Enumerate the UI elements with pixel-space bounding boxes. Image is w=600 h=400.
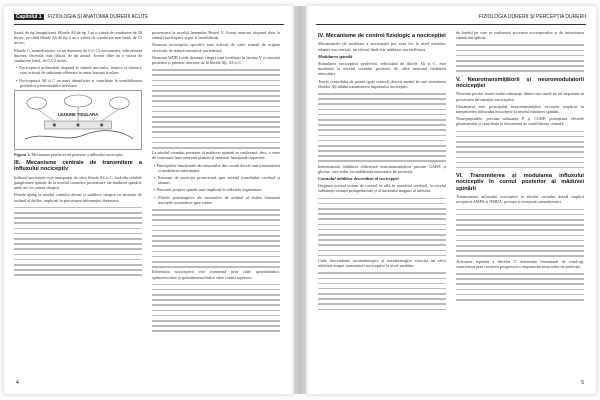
right-column-2 [456, 30, 584, 302]
subsection-heading: Controlul inhibitor descendent al nocicepției [318, 176, 399, 182]
text-lines-filler [456, 42, 584, 73]
page-number-right: 5 [581, 380, 584, 386]
left-column-2 [152, 30, 280, 334]
figure-caption-label: Figura 1. [14, 152, 31, 158]
left-header-title: FIZIOLOGIA ȘI ANATOMIA DURERII ACUTE [47, 14, 149, 20]
paragraph: Glutamatul este principalul neurotransmițător excitator implicat în transmiterea influxului nociceptiv la nivelul măduvei spinării. [456, 103, 584, 114]
paragraph: Fibrele ajung la nivelul cornului dorsal și stabilesc sinapse cu neuronii de ordinul al doilea, implicați în procesarea informației dureroase. [14, 192, 142, 203]
bullet-item: • Fibrele postsinaptice ale neuronilor de ordinul al doilea formează tracturile ascendente spre cortex. [154, 194, 280, 205]
paragraph: Neuropeptidele, precum substanța P și CGRP, potențează efectele glutamatului și contribuie la fenomenul de sensibilizare centrală. [456, 116, 584, 127]
text-lines-filler [152, 67, 280, 150]
text-lines-filler [318, 196, 446, 258]
paragraph: Mecanismele de modulare a nocicepției pot avea loc la nivel medular, talamic sau cortical, iar efectul final este inhibitor sau facilitator. [318, 41, 446, 52]
text-lines-filler [456, 129, 584, 171]
paragraph: La nivelul cornului posterior al măduvei spinării se realizează, deci, o serie de conexiuni între neuronii primari și neuronii funcționali superiori. [152, 150, 280, 161]
left-column-1 [14, 30, 142, 277]
paragraph: de fondul pe care se realizează activarea nociceptorilor și de intensitatea stimulului aplicat. [456, 30, 584, 41]
chapter-chip: Capitolul 1 [16, 14, 42, 20]
text-lines-filler [152, 282, 280, 334]
paragraph: Influxul nociceptiv este transportat de către fibrele Aδ și C, încă din celulele ganglionare spinale de la nivelul coarnelor posterioare ale măduvei spinării, unde are loc prima sinapsă. [14, 174, 142, 191]
text-lines-filler [318, 91, 446, 164]
paragraph: Originea acestui sistem de control se află în trunchiul cerebral, la nivelul substanței cenușii periapeductale și al nucleului magnus al rafeului. [318, 183, 446, 194]
section-heading: IV. Mecanisme de control fiziologic a nocicepției [318, 33, 446, 39]
figure-caption [14, 152, 142, 157]
figure-nociception-diagram [14, 90, 142, 150]
paragraph: Transmiterea influxului nociceptiv la nivelul cornului dorsal implică receptorii AMPA și NMDA, precum și receptorii neurokininici. [456, 194, 584, 205]
paragraph: Neuronii produc foarte multe substanțe, dintre care unele au rol important în procesarea informației nociceptive. [456, 91, 584, 102]
paragraph: Activarea repetată a fibrelor C determină fenomenul de wind-up, caracterizat prin creșterea progresivă a răspunsului neuronilor de proiecție. [456, 258, 584, 269]
right-page-header [316, 14, 586, 25]
text-lines-filler [318, 270, 446, 312]
text-lines-filler [152, 207, 280, 269]
left-page [4, 6, 294, 394]
text-lines-filler [456, 271, 584, 302]
tissue-cell-shape [110, 97, 130, 109]
book-gutter-shadow [290, 6, 310, 394]
receptor-dot [76, 123, 79, 126]
left-page-header [14, 14, 284, 25]
diagram-graphic [15, 91, 141, 149]
nerve-fiber-curve [25, 131, 133, 139]
paragraph: posterioară la nivelul laminelor Rexed V. Acești neuroni răspund doar la stimuli nociceptivi și pot fi sensibilizați. [152, 30, 280, 41]
receptor-dot [100, 123, 103, 126]
figure-label: LEZIUNE TISULARA [57, 112, 99, 118]
section-heading: III. Mecanisme centrale de transmitere a influxului nociceptiv [14, 160, 142, 173]
open-book [4, 6, 596, 396]
paragraph: Teoria controlului de poartă (gate control) descrie modul în care stimularea fibrelor Aβ inhibă transmiterea impulsului nociceptiv. [318, 78, 446, 89]
paragraph: Stimularea nociceptivă periferică, vehiculată de fibrele Aδ și C, este modulată la nivelul cornului posterior de către neuronii inhibitori intercalari. [318, 61, 446, 77]
paragraph: lizată, de tip luxupitivară. Fibrele Aδ de tip 1 au o viteză de conducere de 30 m/sec, pe când fibrele Aδ de tip 2 au o viteză de conducere mai lentă, de 15 m/sec; [14, 30, 142, 46]
bullet-item: • Neuronii de proiecție proiectează spre nivelul trunchiului cerebral și talamic. [154, 175, 280, 186]
right-page [306, 6, 596, 394]
text-lines-filler [14, 205, 142, 278]
subsection-heading: Modularea spinală [318, 53, 353, 59]
right-header-title: FIZIOLOGIA DURERII ȘI PERCEPȚIA DURERII [478, 14, 586, 20]
paragraph: Căile descendente serotoninergice și noradrenergice exercită un efect inhibitor asupra transmiterii nociceptive la nivel medular. [318, 257, 446, 269]
bullet-item: • Neuronii proprio-spinali sunt implicați în reflexele segmentare. [154, 187, 263, 193]
text-lines-filler [456, 207, 584, 259]
section-heading: V. Neurotransmițătorii și neuromodulatorii nocicepției [456, 76, 584, 89]
paragraph: Neuronii WDR (wide dynamic range) sunt localizați în lamina V a cornului posterior și primesc aferențe de la fibrele Aβ, Aδ și C. [152, 54, 280, 66]
section-heading: VI. Transmiterea și modularea influxului nociceptiv în cornul posterior al măduvei spinării [456, 173, 584, 192]
bullet-item: • Principalele funcționale ale neuronilor din cornul dorsal sunt transmiterea și modularea informației. [154, 162, 281, 173]
paragraph: Fibrele C, nemielinizate, cu un diametru de 0,2-1,5 micrometri, vehiculează durerea viscerală, mai difuză, de tip arsură. Aceste fibre au o viteză de conducere lentă, de 0,5-2 m/sec. [14, 47, 142, 64]
receptor-dot [53, 123, 56, 126]
bullet-item: • Nociceptorii Aβ și C au mari identificări și contribuie la sensibilizarea periferică a terminațiilor nervoase. [16, 77, 142, 88]
paragraph: Neuronii nociceptivi specifici sunt activați de către stimuli de origine viscerală, de natură mecanică sau termică. [152, 42, 280, 53]
figure-caption-text: Mecanisme periferice de generare a influxului nociceptiv. [31, 152, 124, 158]
paragraph: Interneuronii inhibitori eliberează neurotransmițători precum GABA și glicina, care reduc excitabilitatea neuronilor de proiecție. [318, 163, 446, 174]
paragraph: Informația nociceptivă este transmisă prin căile spinotalamice, spinoreticulare și spinomezencefalice către centrii superiori. [152, 269, 280, 280]
bullet-item: • Nociceptorii polimodali răspund la stimuli mecanici, termici și chimici; sunt activați de substanțe eliberate în urma leziunii tisulare. [16, 65, 142, 76]
right-column-1 [318, 30, 446, 312]
tissue-cell-shape [64, 95, 92, 107]
page-number-left: 4 [16, 380, 19, 386]
tissue-cell-shape [27, 97, 47, 109]
